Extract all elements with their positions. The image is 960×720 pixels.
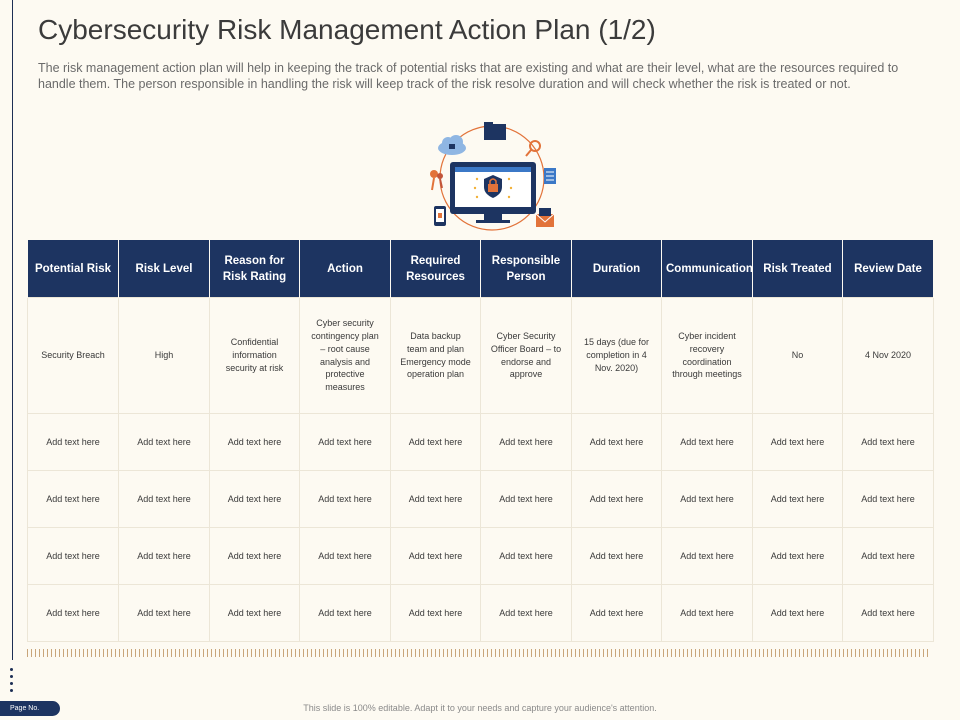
header-potential-risk: Potential Risk	[28, 240, 119, 298]
table-cell: Add text here	[662, 585, 753, 642]
table-cell: Add text here	[753, 414, 843, 471]
left-accent-dots	[10, 668, 14, 696]
footer-note: This slide is 100% editable. Adapt it to your needs and capture your audience's attention.	[303, 703, 657, 713]
table-header-row	[28, 240, 934, 298]
table-cell: Add text here	[662, 414, 753, 471]
table-cell: Add text here	[391, 414, 481, 471]
table-cell: Add text here	[753, 528, 843, 585]
table-row	[28, 585, 934, 642]
table-cell: Add text here	[391, 528, 481, 585]
table-row	[28, 298, 934, 414]
header-duration: Duration	[572, 240, 662, 298]
table-cell: Add text here	[572, 414, 662, 471]
action-plan-table	[27, 240, 934, 642]
table-cell: Add text here	[119, 585, 210, 642]
table-cell: Add text here	[210, 528, 300, 585]
table-cell: Add text here	[210, 471, 300, 528]
table-cell: Add text here	[391, 471, 481, 528]
table-cell: Add text here	[843, 471, 934, 528]
folder-icon	[484, 122, 506, 140]
table-cell: Add text here	[481, 585, 572, 642]
table-cell: Confidential information security at risk	[210, 298, 300, 414]
decorative-hatch-divider	[27, 649, 931, 657]
table-cell: Cyber Security Officer Board – to endorse and approve	[481, 298, 572, 414]
table-cell: High	[119, 298, 210, 414]
table-cell: Add text here	[481, 528, 572, 585]
table-cell: Add text here	[753, 585, 843, 642]
table-cell: Add text here	[662, 528, 753, 585]
header-responsible-person: Responsible Person	[481, 240, 572, 298]
key-icon	[430, 170, 443, 190]
table-cell: Add text here	[28, 471, 119, 528]
cybersecurity-illustration	[420, 118, 564, 234]
header-review-date: Review Date	[843, 240, 934, 298]
monitor-shield-lock-icon	[450, 162, 536, 223]
table-row	[28, 471, 934, 528]
header-risk-level: Risk Level	[119, 240, 210, 298]
table-cell: Add text here	[481, 471, 572, 528]
header-action: Action	[300, 240, 391, 298]
table-cell: Add text here	[572, 471, 662, 528]
table-cell: Add text here	[753, 471, 843, 528]
document-icon	[544, 168, 556, 184]
table-cell: Add text here	[481, 414, 572, 471]
table-cell: Add text here	[843, 585, 934, 642]
table-cell: No	[753, 298, 843, 414]
table-cell: Add text here	[300, 528, 391, 585]
table-cell: Add text here	[28, 585, 119, 642]
table-cell: Cyber security contingency plan – root cause analysis and protective measures	[300, 298, 391, 414]
page-title: Cybersecurity Risk Management Action Plan (1/2)	[38, 14, 656, 45]
left-accent-rule	[12, 0, 13, 660]
table-cell: Add text here	[300, 585, 391, 642]
table-cell: Add text here	[119, 414, 210, 471]
table-cell: 15 days (due for completion in 4 Nov. 2020)	[572, 298, 662, 414]
table-cell: Add text here	[300, 414, 391, 471]
table-cell: Add text here	[572, 585, 662, 642]
table-cell: Add text here	[119, 471, 210, 528]
header-communication: Communication	[662, 240, 753, 298]
phone-shield-icon	[434, 206, 446, 226]
table-cell: Add text here	[210, 414, 300, 471]
table-cell: Add text here	[572, 528, 662, 585]
page-subtitle: The risk management action plan will help in keeping the track of potential risks that are existing and what are their level, what are the resources required to handle them. The person responsible in handling the risk will keep track of the risk resolve duration and will check whether the risk is treated or not.	[38, 61, 899, 91]
page-number-badge: Page No.	[0, 701, 60, 716]
envelope-icon	[536, 208, 554, 227]
table-cell: Cyber incident recovery coordination through meetings	[662, 298, 753, 414]
header-risk-treated: Risk Treated	[753, 240, 843, 298]
table-cell: Add text here	[28, 414, 119, 471]
table-cell: Add text here	[662, 471, 753, 528]
table-row	[28, 414, 934, 471]
table-cell: Add text here	[210, 585, 300, 642]
header-required-resources: Required Resources	[391, 240, 481, 298]
table-cell: Data backup team and plan Emergency mode operation plan	[391, 298, 481, 414]
table-cell: Add text here	[391, 585, 481, 642]
table-row	[28, 528, 934, 585]
header-reason-for-risk-rating: Reason for Risk Rating	[210, 240, 300, 298]
table-cell: Add text here	[300, 471, 391, 528]
table-cell: Add text here	[119, 528, 210, 585]
cloud-lock-icon	[438, 135, 466, 155]
table-cell: Add text here	[28, 528, 119, 585]
table-cell: Security Breach	[28, 298, 119, 414]
table-cell: Add text here	[843, 528, 934, 585]
table-cell: Add text here	[843, 414, 934, 471]
table-cell: 4 Nov 2020	[843, 298, 934, 414]
